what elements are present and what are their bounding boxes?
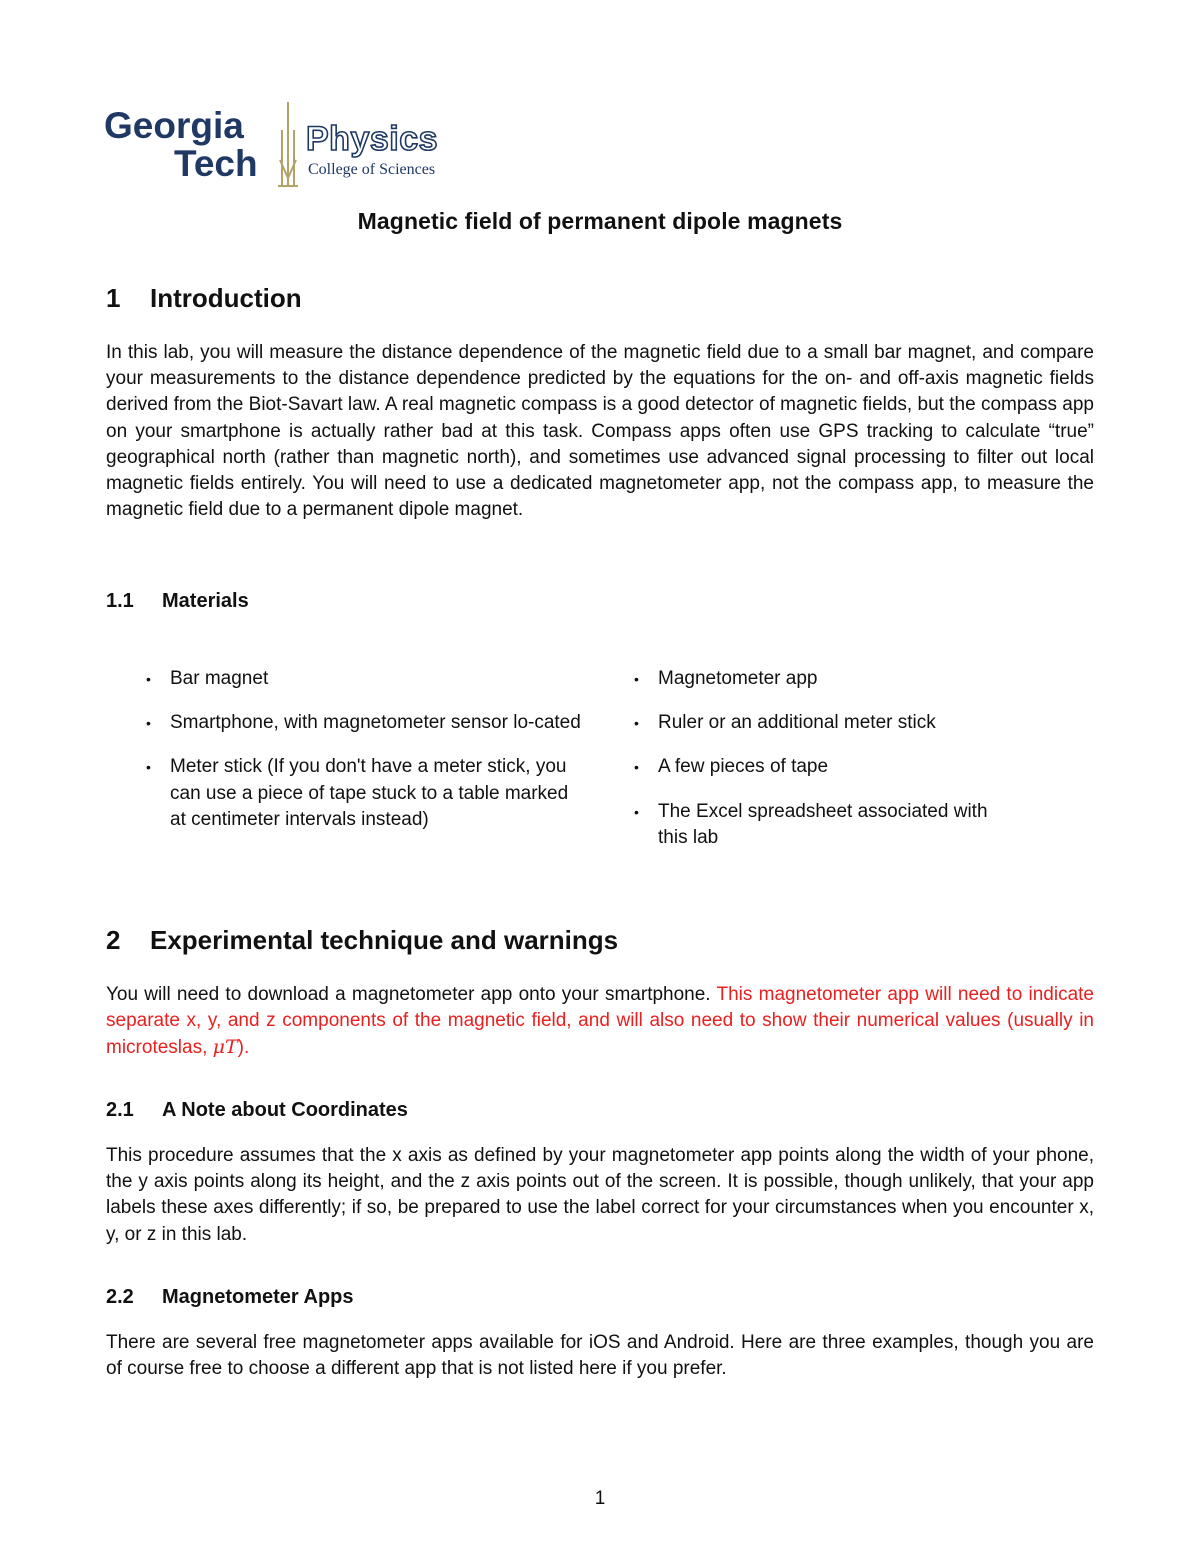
logo-text-college: College of Sciences [308, 161, 436, 178]
section-title: Experimental technique and warnings [150, 925, 619, 955]
list-item: • Bar magnet [146, 666, 588, 692]
bullet-icon: • [634, 803, 639, 820]
materials-list-right [634, 666, 1014, 869]
section-heading-technique [106, 925, 618, 956]
section-number: 1 [106, 283, 121, 313]
section-heading-introduction [106, 283, 302, 314]
list-item: • Ruler or an additional meter stick [634, 710, 1014, 736]
introduction-paragraph: In this lab, you will measure the distance dependence of the magnetic field due to a small bar magnet, and compare your measurements to the distance dependence predicted by the equations for the on- and off-axis magnetic fields derived from the Biot-Savart law. A real magnetic compass is a good detector of magnetic fields, but the compass app on your smartphone is actually rather bad at this task. Compass apps often use GPS tracking to calculate “true” geographical north (rather than magnetic north), and sometimes use advanced signal processing to filter out local magnetic fields entirely. You will need to use a dedicated magnetometer app, not the compass app, to measure the magnetic field due to a permanent dipole magnet. [106, 342, 1094, 521]
list-item: • The Excel spreadsheet associated with this lab [634, 800, 988, 848]
bullet-icon: • [634, 759, 639, 776]
apps-paragraph: There are several free magnetometer apps available for iOS and Android. Here are three examples, though you are of course free to choose a different app that is not listed here if you prefer. [106, 1332, 1094, 1380]
subsection-title: Magnetometer Apps [162, 1286, 354, 1308]
subsection-heading-coordinates [106, 1099, 408, 1122]
subsection-title: Materials [162, 590, 249, 612]
section-title: Introduction [150, 283, 302, 313]
technique-warning-text: This magnetometer app will need to indicate separate x, y, and z components of the magnetic field, and will also need to show their numerical values (usually in microteslas, μT). [106, 984, 1095, 1059]
list-item: • Meter stick (If you don't have a meter stick, you can use a piece of tape stuck to a table marked at centimeter intervals instead) [146, 756, 569, 830]
subsection-number: 2.1 [106, 1099, 134, 1121]
bullet-icon: • [146, 671, 151, 687]
page-number: 1 [594, 1488, 606, 1509]
bullet-icon: • [634, 671, 639, 687]
bullet-icon: • [146, 715, 151, 732]
georgia-tech-physics-logo [104, 100, 464, 192]
bullet-icon: • [146, 759, 151, 776]
bullet-icon: • [634, 715, 639, 732]
technique-text: You will need to download a magnetometer app onto your smartphone. [106, 984, 711, 1005]
subsection-number: 2.2 [106, 1286, 134, 1308]
logo-text-tech: Tech [174, 143, 258, 184]
subsection-number: 1.1 [106, 590, 134, 612]
coordinates-paragraph: This procedure assumes that the x axis as defined by your magnetometer app points along the width of your phone, the y axis points along its height, and the z axis points out of the screen. It is possible, though unlikely, that your app labels these axes differently; if so, be prepared to use the label correct for your circumstances when you encounter x, y, or z in this lab. [106, 1145, 1094, 1245]
document-title: Magnetic field of permanent dipole magnets [357, 208, 843, 234]
logo-text-physics: Physics [306, 120, 439, 158]
section-number: 2 [106, 925, 121, 955]
subsection-heading-materials [106, 590, 249, 613]
list-item: • Magnetometer app [634, 666, 1014, 692]
materials-list-left [146, 666, 588, 851]
subsection-heading-apps [106, 1286, 354, 1309]
tech-tower-icon [278, 102, 298, 186]
list-item: • Smartphone, with magnetometer sensor lo-cated [146, 710, 588, 736]
unit-symbol: μT [212, 1036, 238, 1059]
list-item: • A few pieces of tape [634, 754, 1014, 780]
subsection-title: A Note about Coordinates [162, 1099, 408, 1121]
technique-paragraph [106, 982, 1094, 1062]
logo-text-georgia: Georgia [104, 105, 244, 146]
